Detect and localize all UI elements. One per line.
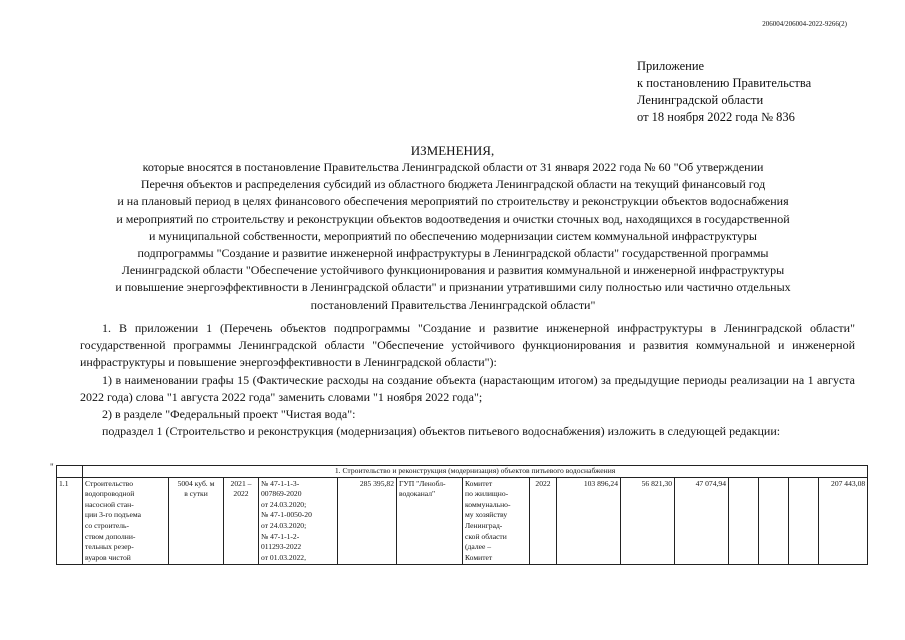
subtitle-line: которые вносятся в постановление Правительства Ленинградской области от 31 января 2022 года № 60 "Об утверждении (142, 160, 764, 174)
objects-table (56, 465, 868, 565)
subtitle-line: Ленинградской области "Обеспечение устойчивого функционирования и развития коммунальной и инженерной инфраструктуры (121, 263, 785, 278)
appendix-line: от 18 ноября 2022 года № 836 (637, 110, 795, 124)
cell-empty (789, 477, 819, 565)
cell-number: 1.1 (57, 477, 83, 565)
cell-empty (759, 477, 789, 565)
appendix-line: Приложение (637, 59, 705, 73)
appendix-block (637, 58, 811, 126)
cell-object-name: Строительство водопроводной насосной стан- ции 3-го подъема со строитель- ством дополни- тельных резер- вуаров чистой (83, 477, 169, 565)
subtitle-line: постановлений Правительства Ленинградской области" (310, 297, 596, 312)
cell-empty (729, 477, 759, 565)
appendix-line: к постановлению Правительства (637, 76, 812, 90)
cell-customer: ГУП "Ленобл- водоканал" (397, 477, 463, 565)
paragraph: подраздел 1 (Строительство и реконструкция (модернизация) объектов питьевого водоснабжения) изложить в следующей редакции: (102, 424, 781, 439)
cell-total: 103 896,24 (557, 477, 621, 565)
paragraph: 2) в разделе "Федеральный проект "Чистая вода": (102, 407, 356, 422)
subtitle-line: и повышение энергоэффективности в Ленинградской области" и признании утратившими силу полностью или частично отдельных (115, 280, 791, 295)
subtitle-line: и муниципальной собственности, мероприятий по обеспечению модернизации систем коммунальной инфраструктуры (149, 228, 757, 243)
cell-estimated-cost: 285 395,82 (338, 477, 397, 565)
subtitle-line: и на плановый период в целях финансового обеспечения мероприятий по строительству и реконструкции объектов водоснабжения (117, 194, 789, 209)
document-body (80, 320, 855, 440)
cell-federal: 56 821,30 (621, 477, 675, 565)
appendix-line: Ленинградской области (637, 93, 764, 107)
paragraph: 1. В приложении 1 (Перечень объектов подпрограммы "Создание и развитие инженерной инфраструктуры в Ленинградской области" государственной программы Ленинградской области "Обеспечение устойчивого функционирования и развития коммунальной и инженерной инфраструктуры и повышение энергоэффективности в Ленинградской области"): (80, 321, 855, 370)
document-title: ИЗМЕНЕНИЯ, (410, 143, 495, 158)
opening-quote-mark: " (50, 462, 54, 472)
document-subtitle (52, 159, 854, 314)
table-row (57, 477, 868, 565)
paragraph: 1) в наименовании графы 15 (Фактические расходы на создание объекта (нарастающим итогом) за предыдущие периоды реализации на 1 августа 2022 года) слова "1 августа 2022 года" заменить словами "1 ноября 2022 года"; (80, 372, 855, 404)
cell-fact-expenses: 207 443,08 (819, 477, 868, 565)
section-title: 1. Строительство и реконструкция (модернизация) объектов питьевого водоснабжения (83, 466, 868, 478)
subtitle-line: Перечня объектов и распределения субсидий из областного бюджета Ленинградской области на текущий финансовый год (140, 177, 766, 192)
cell-regional: 47 074,94 (675, 477, 729, 565)
document-id: 206004/206004-2022-9266(2) (762, 20, 847, 28)
cell-committee: Комитет по жилищно- коммунально- му хозяйству Ленинград- ской области (далее – Комитет (463, 477, 530, 565)
cell-documents: № 47-1-1-3- 007869-2020 от 24.03.2020; № 47-1-0050-20 от 24.03.2020; № 47-1-1-2- 011293-2022 от 01.03.2022, (259, 477, 338, 565)
cell-year: 2022 (530, 477, 557, 565)
cell-period: 2021 – 2022 (224, 477, 259, 565)
subtitle-line: и мероприятий по строительству и реконструкции объектов водоотведения и очистки сточных вод, находящихся в государственной (116, 211, 790, 226)
cell-capacity: 5004 куб. м в сутки (169, 477, 224, 565)
table-section-row (57, 466, 868, 478)
subtitle-line: подпрограммы "Создание и развитие инженерной инфраструктуры в Ленинградской области" государственной программы (137, 246, 769, 261)
